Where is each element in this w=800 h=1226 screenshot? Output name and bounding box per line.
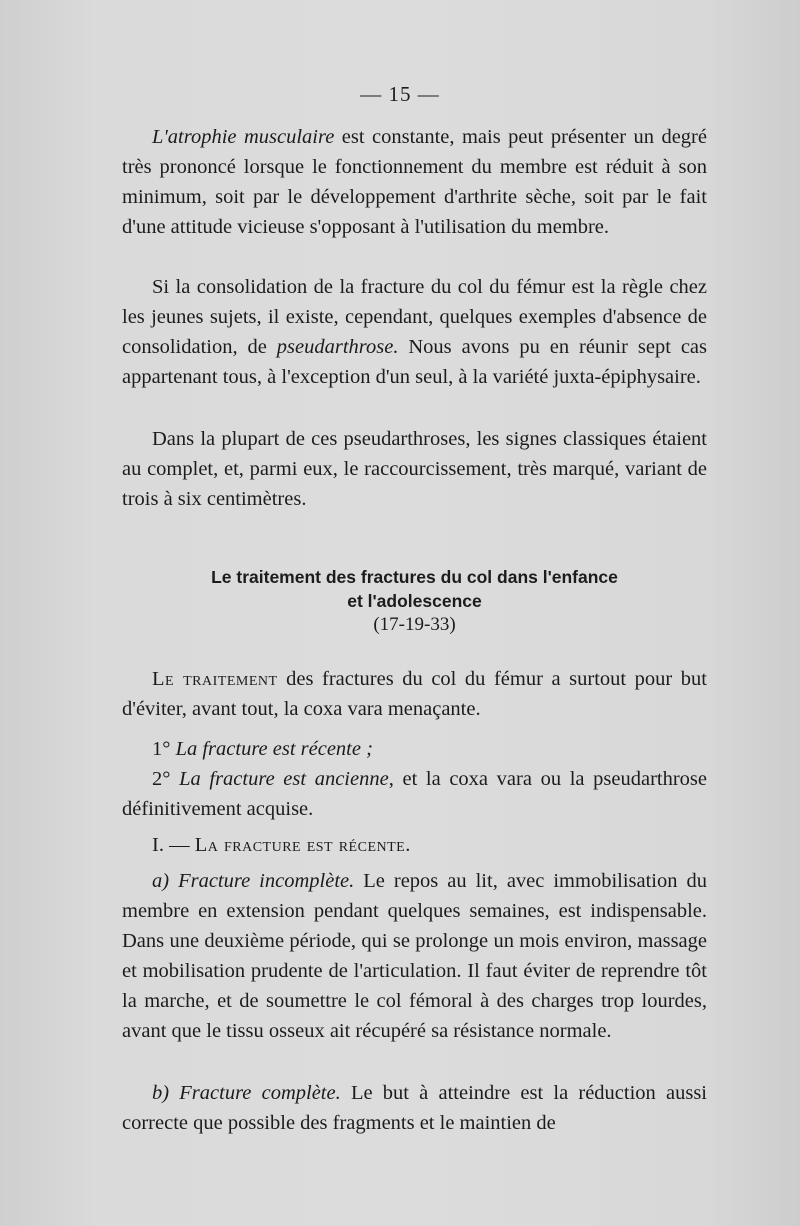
paragraph-complete-fracture <box>122 1078 707 1138</box>
paragraph-consolidation <box>122 272 707 392</box>
list-item-2 <box>122 764 707 824</box>
pseudarthroses-text: Dans la plupart de ces pseudarthroses, les signes classiques étaient au complet, et, parmi eux, le raccourcissement, très marqué, variant de trois à six centimètres. <box>122 428 707 510</box>
treatment-lead: Le traitement <box>152 668 278 690</box>
atrophy-text: est constante, mais peut présenter un degré très prononcé lorsque le fonctionnement du membre est réduit à son minimum, soit par le développement d'arthrite sèche, soit par le fait d'une attitude vicieuse s'opposant à l'utilisation du membre. <box>122 126 707 238</box>
treatment-text: des fractures du col du fémur a surtout pour but d'éviter, avant tout, la coxa vara menaçante. <box>122 668 707 720</box>
pseudarthrose-term: pseudarthrose. <box>276 336 399 358</box>
paragraph-atrophy <box>122 122 707 242</box>
subsection-title: La fracture est récente. <box>194 834 411 856</box>
section-references: (17-19-33) <box>373 614 456 635</box>
list-item-1 <box>122 734 707 764</box>
paragraph-incomplete-fracture <box>122 866 707 1046</box>
page-number: — 15 — <box>360 82 440 106</box>
subsection-number: I. — <box>152 834 195 856</box>
consolidation-text-end: Nous avons pu en réunir sept cas appartenant tous, à l'exception d'un seul, à la variété juxta-épiphysaire. <box>122 336 707 388</box>
item1-number: 1° <box>152 738 176 760</box>
complete-fracture-label: b) Fracture complète. <box>152 1082 341 1104</box>
item2-text: , et la coxa vara ou la pseudarthrose définitivement acquise. <box>122 768 707 820</box>
section-title-line1: Le traitement des fractures du col dans l'enfance <box>211 567 618 587</box>
complete-fracture-text: Le but à atteindre est la réduction aussi correcte que possible des fragments et le maintien de <box>122 1082 708 1134</box>
paragraph-treatment <box>122 664 707 724</box>
paragraph-pseudarthroses <box>122 424 707 514</box>
section-title-line2: et l'adolescence <box>347 591 482 611</box>
consolidation-text: Si la consolidation de la fracture du col du fémur est la règle chez les jeunes sujets, il existe, cependant, quelques exemples d'absence de consolidation, de <box>122 276 707 358</box>
item2-italic: La fracture est ancienne <box>179 768 389 790</box>
atrophy-term: L'atrophie musculaire <box>152 126 335 148</box>
subsection-heading <box>122 830 707 860</box>
item2-number: 2° <box>152 768 180 790</box>
item1-text: La fracture est récente ; <box>175 738 373 760</box>
incomplete-fracture-label: a) Fracture incomplète. <box>152 870 355 892</box>
section-heading <box>122 565 707 637</box>
incomplete-fracture-text: Le repos au lit, avec immobilisation du membre en extension pendant quelques semaines, est indispensable. Dans une deuxième période, qui se prolonge un mois environ, massage et mobilisation prudente de l'articulation. Il faut éviter de reprendre tôt la marche, et de soumettre le col fémoral à des charges trop lourdes, avant que le tissu osseux ait récupéré sa résistance normale. <box>122 870 707 1042</box>
